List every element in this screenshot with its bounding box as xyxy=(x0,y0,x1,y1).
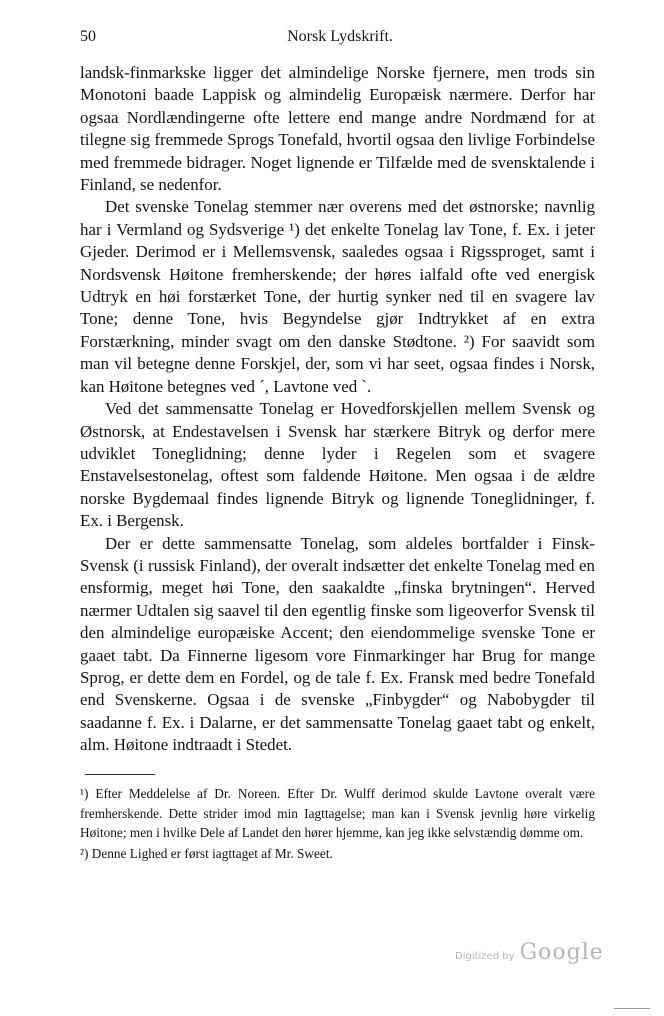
paragraph: Ved det sammensatte Tonelag er Hovedforskjellen mellem Svensk og Østnorsk, at Endestavelsen i Svensk har stærkere Bitryk og derfor mere udviklet Toneglidning; denne lyder i Regelen som et svagere Enstavelsestonelag, oftest som faldende Høitone. Men ogsaa i de ældre norske Bygdemaal findes lignende Bitryk og lignende Toneglidninger, f. Ex. i Bergensk. xyxy=(80,399,595,531)
paragraph: Der er dette sammensatte Tonelag, som aldeles bortfalder i Finsk-Svensk (i russisk Finland), der overalt indsætter det enkelte Tonelag med en ensformig, meget høi Tone, den saakaldte „finska brytningen“. Herved nærmer Udtalen sig saavel til den egentlig finske som ligeoverfor Svensk til den almindelige europæiske Accent; den eiendommelige svenske Tone er gaaet tabt. Da Finnerne ligesom vore Finmarkinger har Brug for mange Sprog, er dette dem en Fordel, og de tale f. Ex. Fransk med bedre Tonefald end Svenskerne. Ogsaa i de svenske „Finbygder“ og Nabobygder til saadanne f. Ex. i Dalarne, er det sammensatte Tonelag gaaet tabt og enkelt, alm. Høitone indtraadt i Stedet. xyxy=(80,533,595,755)
footnotes xyxy=(80,784,595,864)
running-title: Norsk Lydskrift. xyxy=(287,28,393,45)
paragraph: Det svenske Tonelag stemmer nær overens med det østnorske; navnlig har i Vermland og Sydsverige ¹) det enkelte Tonelag lav Tone, f. Ex. i jeter Gjeder. Derimod er i Mellemsvensk, saaledes ogsaa i Rigssproget, samt i Nordsvensk Høitone fremherskende; der høres ialfald ofte ved energisk Udtryk en høi forstærket Tone, der hurtig synker ned til en svagere lav Tone; denne Tone, hvis Begyndelse gjør Indtrykket af en extra Forstærkning, minder svagt om den danske Stødtone. ²) For saavidt som man vil betegne denne Forskjel, der, som vi har seet, ogsaa findes i Norsk, kan Høitone betegnes ved ´, Lavtone ved ˋ. xyxy=(80,197,595,396)
page-header xyxy=(80,28,580,52)
page-number: 50 xyxy=(80,28,96,45)
footnote-divider xyxy=(85,774,155,775)
body-text xyxy=(80,62,595,757)
bottom-mark xyxy=(614,1008,650,1009)
footnote: ¹) Efter Meddelelse af Dr. Noreen. Efter Dr. Wulff derimod skulde Lavtone overalt være fremherskende. Dette strider imod min Iagttagelse; man kan i Svensk jevnlig høre virkelig Høitone; men i hvilke Dele af Landet den hører hjemme, kan jeg ikke selvstændig dømme om. xyxy=(80,786,595,840)
digitized-watermark xyxy=(455,940,604,965)
google-logo: Google xyxy=(519,940,604,965)
paragraph: landsk-finmarkske ligger det almindelige Norske fjernere, men trods sin Monotoni baade Lappisk og almindelig Europæisk nærmere. Derfor har ogsaa Nordlændingerne ofte lettere end mange andre Nordmænd for at tilegne sig fremmede Sprogs Tonefald, hvortil ogsaa den livlige Forbindelse med fremmede bidrager. Noget lignende er Tilfælde med de svensktalende i Finland, se nedenfor. xyxy=(80,63,595,195)
footnote: ²) Denne Lighed er først iagttaget af Mr. Sweet. xyxy=(80,845,333,861)
watermark-prefix: Digitized by xyxy=(455,951,515,962)
